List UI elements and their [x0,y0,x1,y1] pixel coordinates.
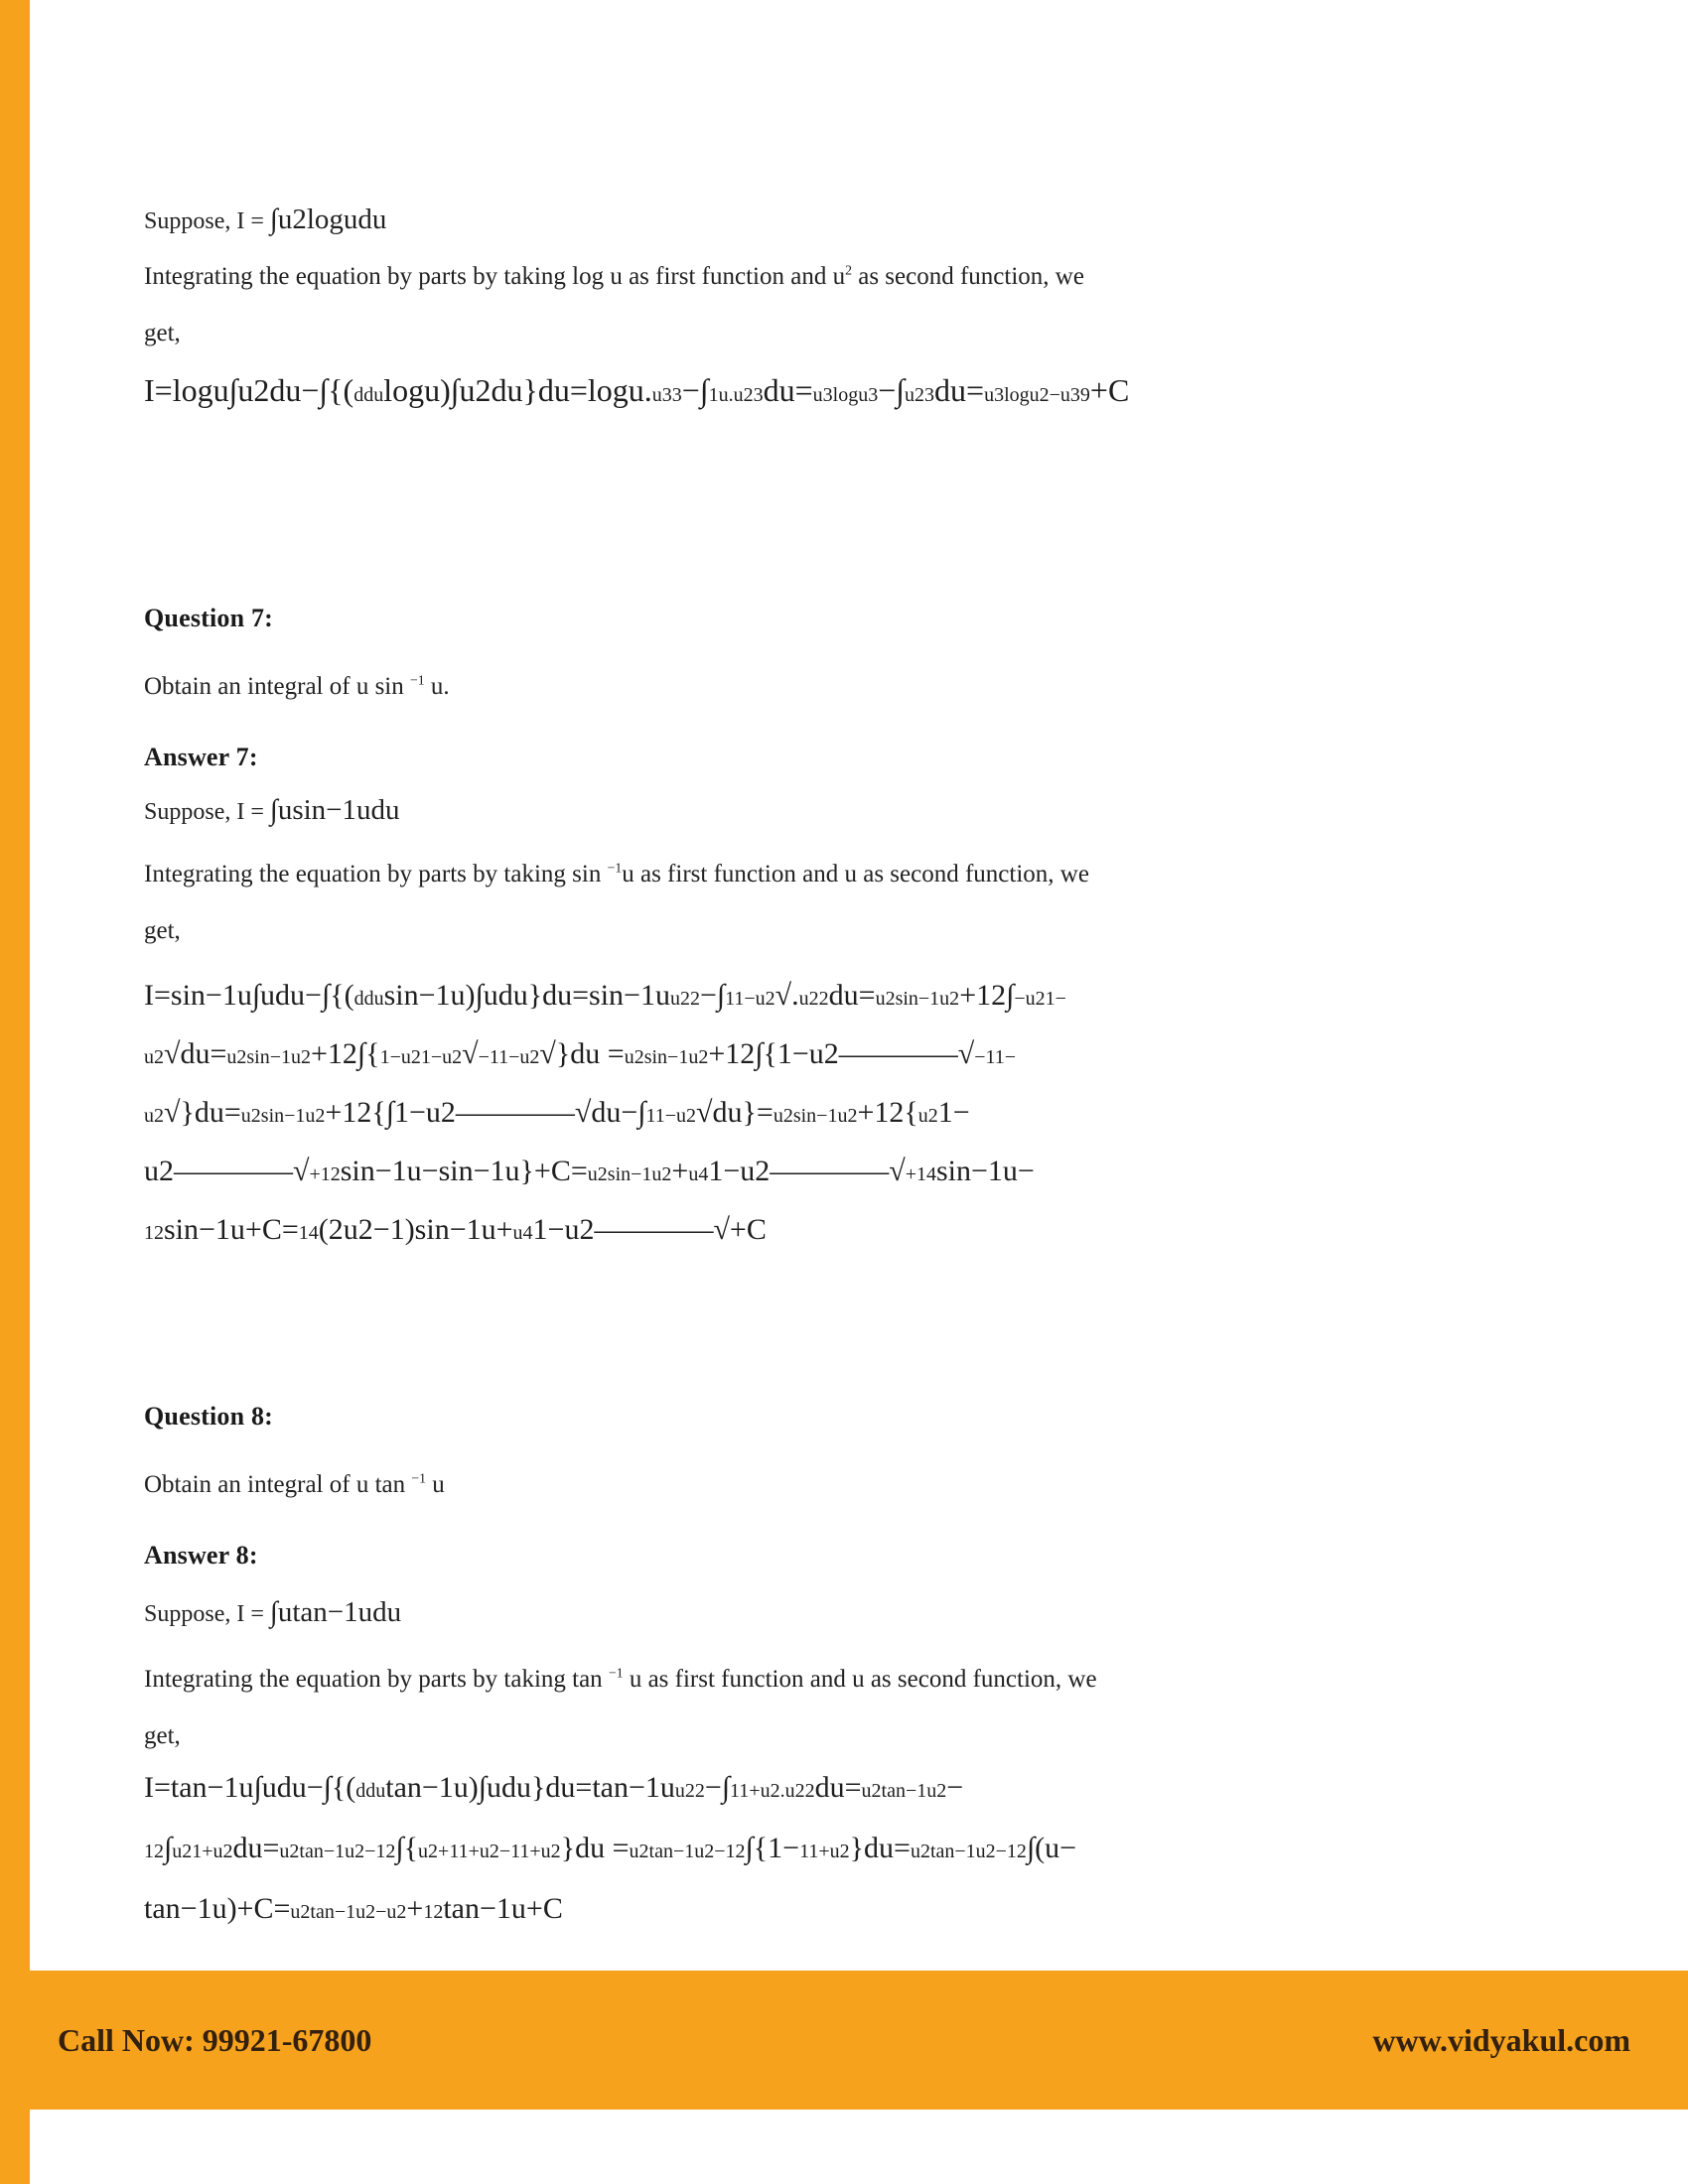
formula-segment: √du}= [696,1096,774,1129]
intro-formula-line [144,365,1129,420]
formula-segment: ddu [353,988,384,1010]
suppose-integral: ∫usin−1udu [269,794,400,826]
suppose-prefix: Suppose, I = [144,208,270,234]
formula-segment: ∫{ [395,1832,419,1864]
formula-segment: u23 [905,384,935,406]
question-8-heading: Question 8: [144,1402,274,1431]
suppose-prefix: Suppose, I = [144,799,270,825]
question-7-text [144,673,450,701]
question-8-sup: −1 [411,1470,427,1486]
formula-segment: √}du= [164,1096,241,1129]
formula-segment: ∫ [164,1832,173,1864]
formula-segment: sin−1u)∫udu}du=sin−1u [383,979,670,1012]
formula-segment: u22 [669,988,700,1010]
formula-segment: u21+u2 [172,1841,233,1862]
formula-segment: 12 [423,1901,444,1923]
answer-7-paragraph-line2: get, [144,917,181,944]
answer-8-paragraph-text: Integrating the equation by parts by taking tan [144,1666,609,1693]
formula-segment: 11−u2 [725,988,775,1010]
question-8-text [144,1471,445,1499]
formula-segment: √}du = [539,1037,625,1070]
formula-segment: sin−1u+C= [164,1213,299,1246]
formula-segment: +12 [309,1163,341,1185]
question-8-text-after: u [426,1471,445,1498]
suppose-integral: ∫utan−1udu [269,1596,402,1628]
formula-segment: u2————√ [144,1155,310,1187]
formula-segment: }du= [849,1832,911,1864]
formula-segment: 11−u2 [645,1105,697,1127]
formula-segment: u2 [917,1105,938,1127]
formula-segment: −∫ [704,1771,731,1804]
formula-segment: −11−u2 [478,1046,540,1068]
intro-paragraph-text-end: as second function, we [851,263,1084,290]
answer-8-suppose-line [144,1596,401,1629]
formula-segment: u2sin−1u2 [226,1046,312,1068]
formula-segment: du= [814,1771,862,1804]
formula-segment: u2sin−1u2 [624,1046,709,1068]
formula-segment: −11− [974,1046,1017,1068]
formula-segment: ddu [355,1780,386,1802]
formula-line [144,1144,1066,1202]
answer-7-formula-block [144,968,1066,1261]
answer-7-paragraph [144,846,1435,959]
formula-segment: logu)∫u2du}du=logu. [383,372,652,408]
formula-segment: tan−1u+C [443,1892,563,1925]
question-7-text-before: Obtain an integral of u sin [144,673,410,700]
formula-segment: u3logu3 [812,384,879,406]
formula-segment: u2sin−1u2 [773,1105,858,1127]
answer-8-heading: Answer 8: [144,1541,258,1570]
formula-segment: √. [774,979,799,1012]
formula-segment: u33 [651,384,682,406]
formula-segment: 1− [937,1096,970,1129]
formula-segment: u2 [144,1046,164,1068]
formula-segment: u2sin−1u2 [875,988,960,1010]
formula-segment: −∫ [681,372,709,408]
formula-segment: √ [462,1037,479,1070]
answer-8-paragraph-sup: −1 [608,1665,624,1681]
formula-segment: sin−1u−sin−1u}+C= [340,1155,588,1187]
formula-segment: ddu [353,384,384,406]
formula-line [144,1759,1076,1820]
formula-segment: u3logu2−u39 [984,384,1090,406]
question-8-text-before: Obtain an integral of u tan [144,1471,412,1498]
formula-segment: 1u.u23 [708,384,764,406]
formula-segment: +C [1089,372,1130,408]
formula-line [144,1820,1076,1880]
intro-paragraph-sup: 2 [845,262,852,278]
formula-segment: 11+u2.u22 [730,1780,815,1802]
formula-segment: u2sin−1u2 [240,1105,326,1127]
intro-suppose-line [144,204,386,236]
formula-line [144,1202,1066,1261]
formula-segment: +12∫{1−u2————√ [708,1037,975,1070]
formula-line [144,968,1066,1026]
formula-segment: u2+11+u2−11+u2 [418,1841,561,1862]
formula-segment: u2tan−1u2−12 [279,1841,396,1862]
formula-line [144,1026,1066,1085]
question-7-text-after: u. [424,673,450,700]
formula-segment: u22 [674,1780,705,1802]
formula-segment: sin−1u− [936,1155,1035,1187]
formula-segment: 11+u2 [799,1841,850,1862]
formula-segment: +12{ [857,1096,918,1129]
formula-segment: 1−u21−u2 [379,1046,463,1068]
footer-website: www.vidyakul.com [1372,2021,1630,2058]
formula-segment: +14 [905,1163,936,1185]
answer-7-paragraph-text-end: u as first function and u as second function, we [622,861,1089,887]
formula-segment: u4 [688,1163,709,1185]
formula-segment: 12 [144,1841,164,1862]
formula-segment: ∫(u− [1026,1832,1077,1864]
footer-phone: Call Now: 99921-67800 [58,2021,372,2058]
formula-segment: tan−1u)+C= [144,1892,291,1925]
formula-segment: du= [232,1832,280,1864]
intro-paragraph-text: Integrating the equation by parts by taking log u as first function and u [144,263,846,290]
formula-line [144,1085,1066,1144]
formula-segment: +12∫ [959,979,1015,1012]
formula-segment: I=sin−1u∫udu−∫{( [144,979,354,1012]
answer-7-suppose-line [144,794,400,827]
formula-segment: du= [934,372,985,408]
intro-paragraph-line2: get, [144,320,181,346]
formula-segment: 14 [298,1222,319,1244]
formula-segment: }du = [560,1832,630,1864]
left-accent-stripe [0,0,30,2184]
formula-segment: u2tan−1u2−u2 [290,1901,407,1923]
formula-segment: tan−1u)∫udu}du=tan−1u [385,1771,675,1804]
formula-segment: u2tan−1u2−12 [910,1841,1027,1862]
formula-segment: du= [828,979,876,1012]
footer-bar [0,1971,1688,2110]
formula-segment: I=tan−1u∫udu−∫{( [144,1771,356,1804]
answer-8-paragraph [144,1651,1435,1764]
formula-segment: (2u2−1)sin−1u+ [318,1213,513,1246]
answer-7-paragraph-sup: −1 [607,860,623,876]
formula-segment: + [671,1155,689,1187]
formula-segment: u2tan−1u2−12 [629,1841,746,1862]
formula-segment: u2 [144,1105,164,1127]
formula-segment: √du= [164,1037,227,1070]
formula-segment: u2tan−1u2 [861,1780,947,1802]
answer-7-heading: Answer 7: [144,743,258,771]
formula-segment: +12∫{ [311,1037,380,1070]
formula-segment: u22 [798,988,829,1010]
formula-segment: − [946,1771,964,1804]
formula-segment: + [406,1892,424,1925]
suppose-prefix: Suppose, I = [144,1601,270,1627]
formula-segment: u2sin−1u2 [587,1163,672,1185]
answer-8-formula-block [144,1759,1076,1941]
intro-paragraph [144,248,1435,361]
formula-segment: ∫{1− [745,1832,800,1864]
answer-7-paragraph-text: Integrating the equation by parts by taking sin [144,861,608,887]
answer-8-paragraph-line2: get, [144,1722,181,1749]
formula-segment: −∫ [699,979,726,1012]
formula-segment: du= [763,372,813,408]
formula-segment: 1−u2————√+C [532,1213,767,1246]
formula-segment: +12{∫1−u2————√du−∫ [325,1096,646,1129]
question-7-sup: −1 [410,672,425,688]
formula-segment: I=logu∫u2du−∫{( [144,372,354,408]
formula-line [144,1880,1076,1941]
formula-segment: 12 [144,1222,164,1244]
formula-segment: −∫ [878,372,906,408]
suppose-integral: ∫u2logudu [269,204,387,235]
answer-8-paragraph-text-end: u as first function and u as second function, we [623,1666,1097,1693]
formula-segment: u4 [512,1222,533,1244]
formula-segment: 1−u2————√ [708,1155,906,1187]
question-7-heading: Question 7: [144,604,274,632]
formula-segment: −u21− [1014,988,1066,1010]
